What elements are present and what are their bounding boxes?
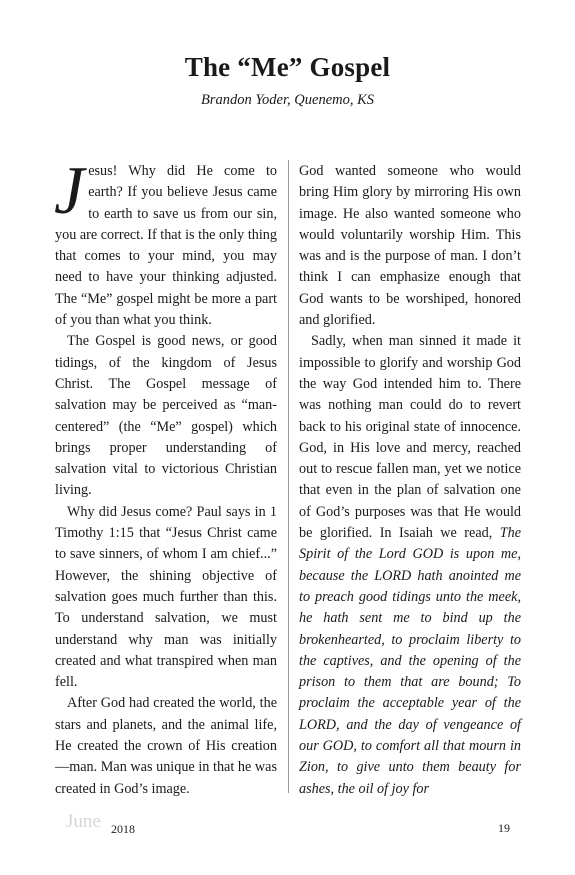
footer-year: 2018 bbox=[111, 822, 135, 836]
right-column bbox=[299, 161, 521, 800]
column-divider bbox=[288, 160, 289, 793]
left-column bbox=[54, 152, 277, 800]
paragraph bbox=[299, 331, 521, 800]
paragraph bbox=[54, 152, 277, 331]
article-title: The “Me” Gospel bbox=[184, 52, 391, 82]
page-number: 19 bbox=[498, 821, 510, 835]
footer-month: June bbox=[66, 811, 101, 832]
drop-cap: J bbox=[54, 152, 85, 228]
paragraph: After God had created the world, the stars and planets, and the animal life, He created the crown of His creation—man. Man was unique in that he was created in God’s image. bbox=[55, 695, 277, 797]
paragraph: The Gospel is good news, or good tidings, of the kingdom of Jesus Christ. The Gospel message of salvation may be perceived as “man-centered” (the “Me” gospel) which brings proper understanding of salvation vital to victorious Christian living. bbox=[55, 333, 277, 499]
paragraph: Why did Jesus come? Paul says in 1 Timothy 1:15 that “Jesus Christ came to save sinners, of whom I am chief...” However, the shining objective of salvation goes much further than this. To understand salvation, we must understand why man was initially created and what transpired when man fell. bbox=[55, 503, 277, 691]
paragraph: God wanted someone who would bring Him glory by mirroring His own image. He also wanted someone who would voluntarily worship Him. This was and is the purpose of man. I don’t think I can emphasize enough that God wants to be worshiped, honored and glorified. bbox=[299, 163, 521, 329]
scripture-quote: The Spirit of the Lord GOD is upon me, because the LORD hath anointed me to preach good tidings unto the meek, he hath sent me to bind up the brokenhearted, to proclaim liberty to the captives, and the opening of the prison to them that are bound; To proclaim the acceptable year of the LORD, and the day of vengeance of our GOD, to comfort all that mourn in Zion, to give unto them beauty for ashes, the oil of joy for bbox=[299, 525, 521, 797]
paragraph-text: esus! Why did He come to earth? If you believe Jesus came to earth to save us from our sin, you are correct. If that is the only thing that comes to your mind, you may need to have your thinking adjusted. The “Me” gospel might be more a part of you than what you think. bbox=[55, 163, 277, 329]
article-byline: Brandon Yoder, Quenemo, KS bbox=[200, 92, 375, 108]
paragraph-text: Sadly, when man sinned it made it impossible to glorify and worship God the way God intended him to. There was nothing man could do to revert back to his original state of innocence. God, in His love and mercy, reached out to rescue fallen man, yet we notice that even in the plan of salvation one of God’s purposes was that He would be glorified. In Isaiah we read, bbox=[299, 333, 521, 542]
